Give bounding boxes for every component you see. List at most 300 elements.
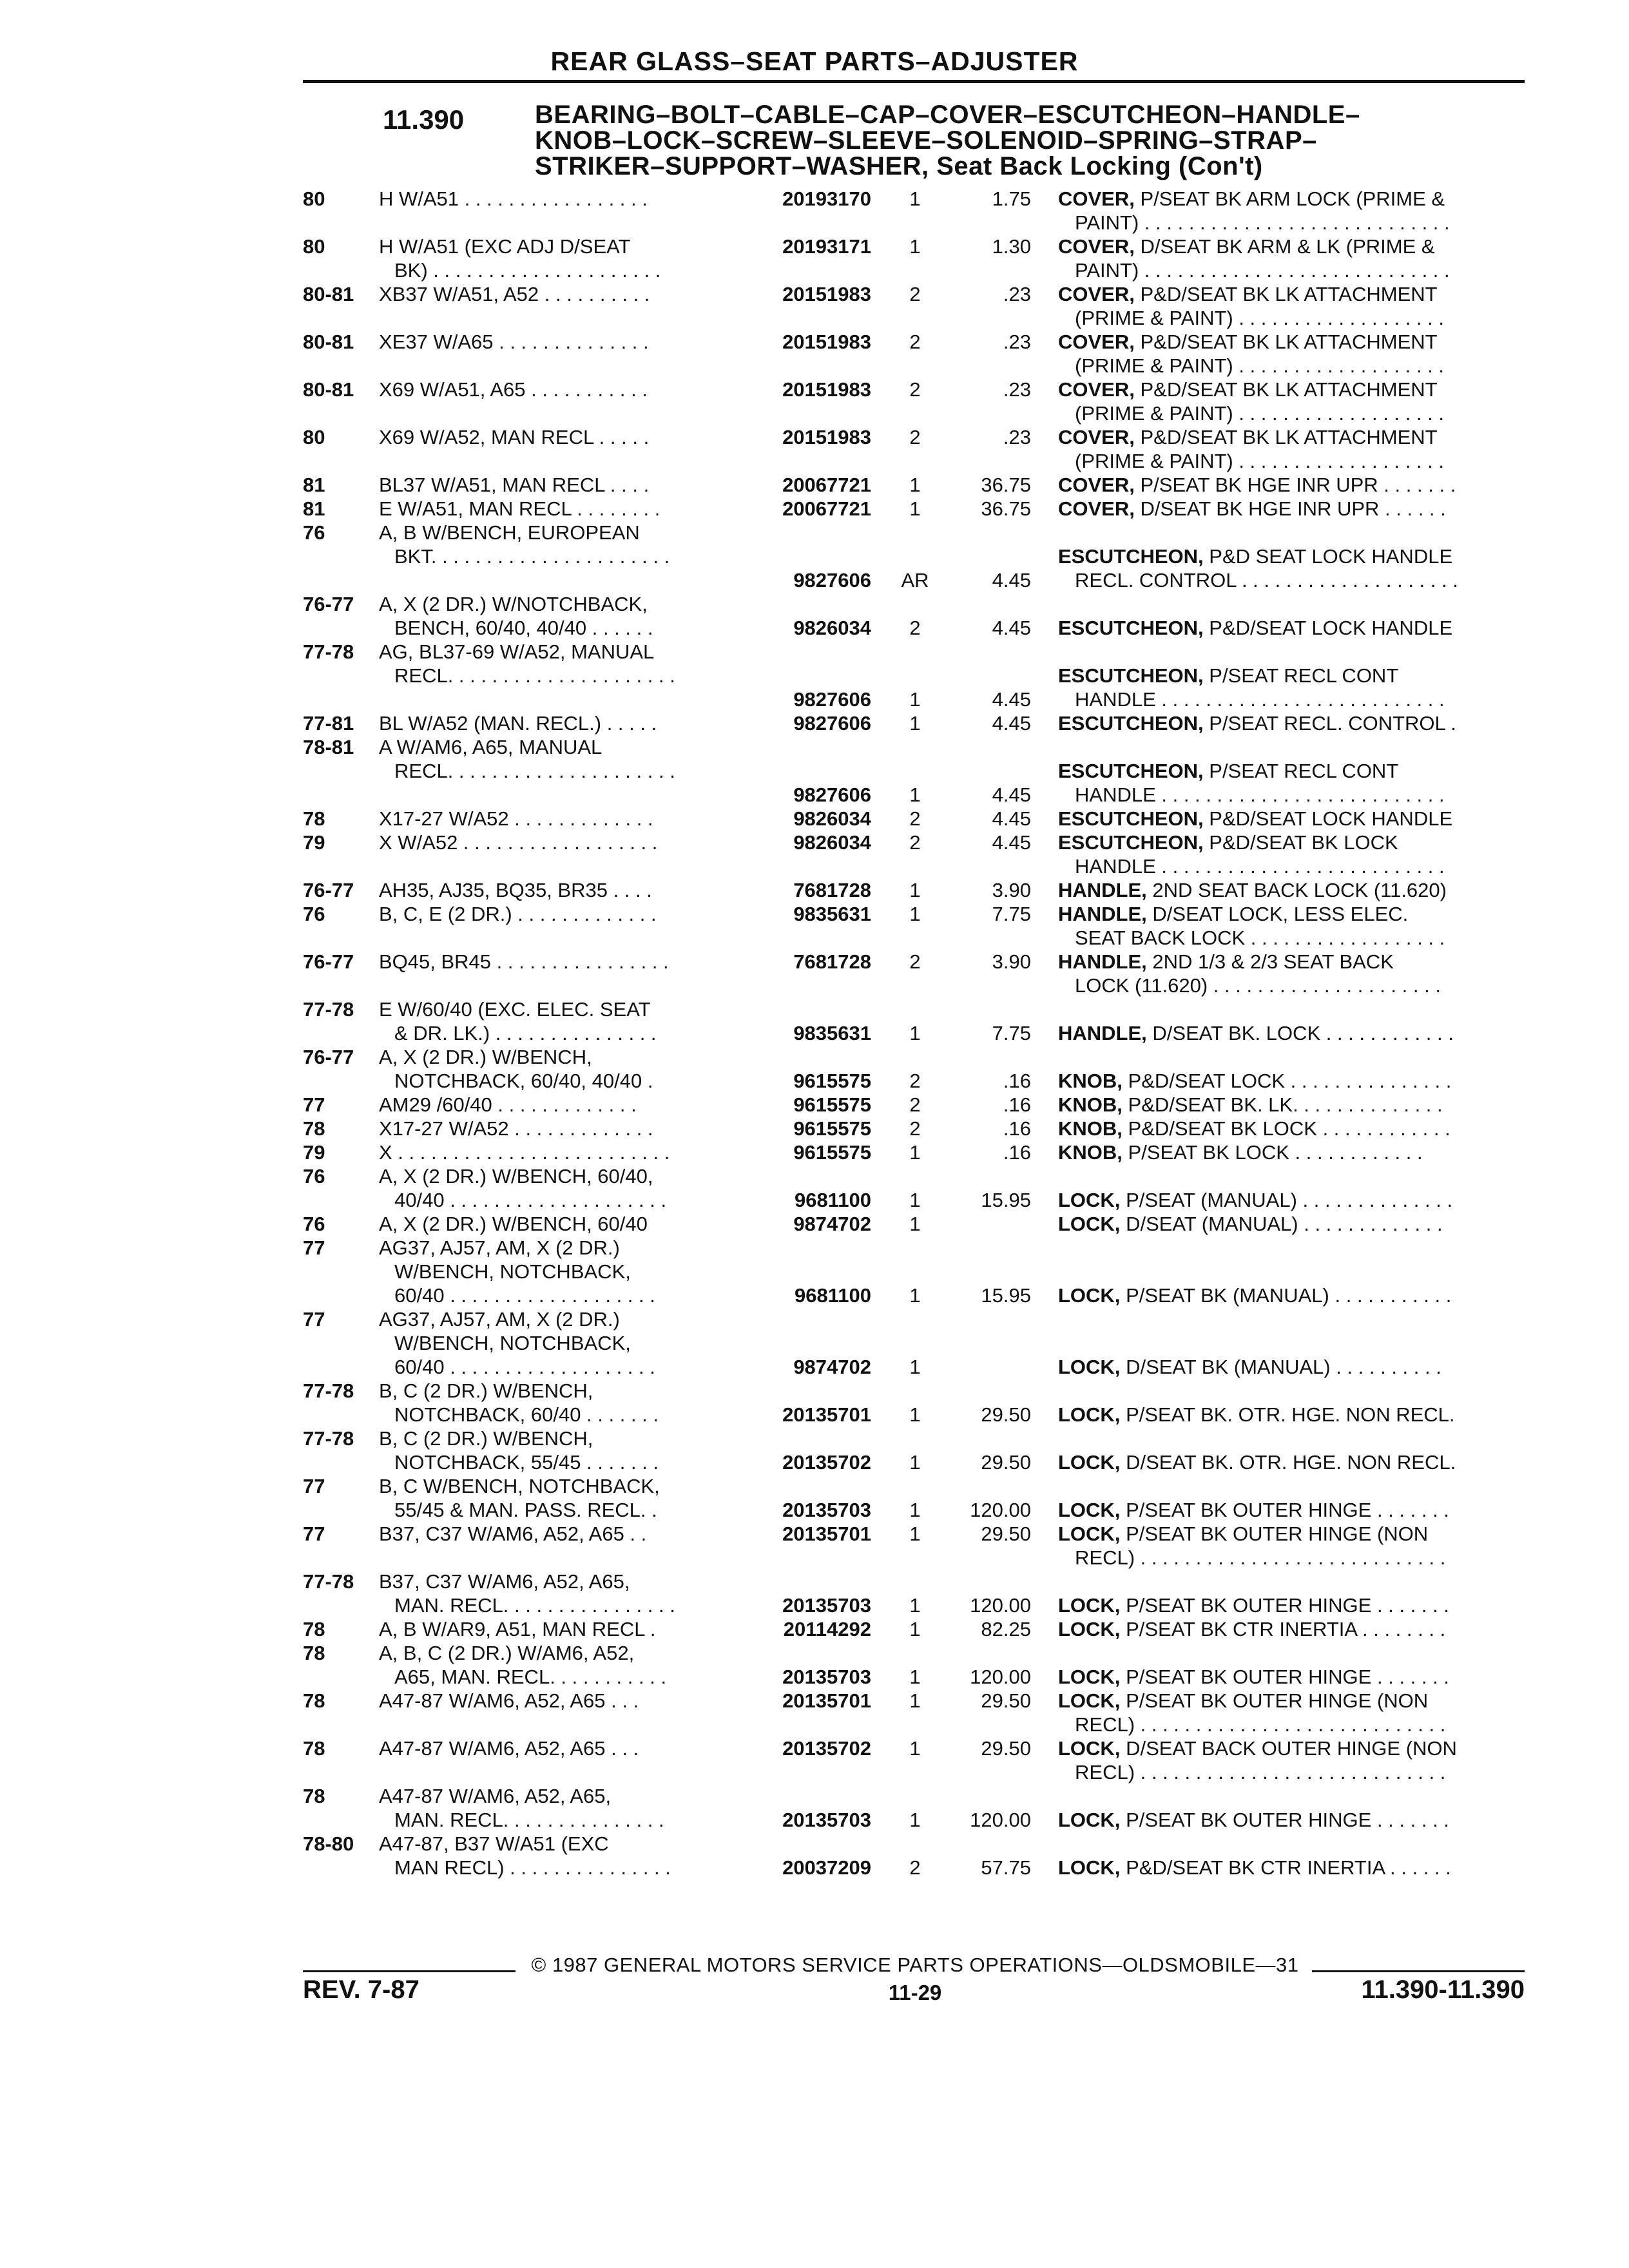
price-value: .23 [1003,378,1031,401]
row-usage [379,235,736,282]
usage-line: B, C (2 DR.) W/BENCH, [379,1427,593,1450]
description [1058,378,1525,425]
part-number-value: 20067721 [782,497,871,520]
usage-line: MAN. RECL. . . . . . . . . . . . . . . [394,1809,664,1831]
part-number [736,1117,883,1140]
row-year: 78 [303,1618,325,1640]
description-line: RECL) . . . . . . . . . . . . . . . . . . . . . . . . . . . . [1075,1546,1446,1569]
part-row [303,282,1525,330]
part-number [736,1140,883,1164]
usage-line: A, X (2 DR.) W/NOTCHBACK, [379,593,648,615]
description-text: D/SEAT BK. OTR. HGE. NON RECL. [1126,1451,1456,1474]
price [947,497,1031,521]
description [1058,902,1525,950]
part-number [736,187,883,235]
part-name: KNOB, [1058,1070,1123,1092]
usage-line: 55/45 & MAN. PASS. RECL. . [394,1499,657,1521]
usage-line: MAN. RECL. . . . . . . . . . . . . . . . [394,1594,675,1617]
description-line [1058,282,1525,306]
quantity [883,187,947,235]
row-usage [379,902,736,950]
price [947,1307,1031,1379]
row-year: 76-77 [303,593,354,615]
row-usage [379,831,736,878]
quantity [883,592,947,640]
description [1058,1212,1525,1236]
quantity [883,831,947,878]
part-number-value: 20135701 [782,1403,871,1426]
price-value: 36.75 [981,474,1031,496]
row-year: 80-81 [303,331,354,353]
quantity [883,1236,947,1307]
part-name: COVER, [1058,187,1135,210]
usage-line: E W/60/40 (EXC. ELEC. SEAT [379,998,651,1021]
row-year: 78 [303,1642,325,1664]
quantity-value: 1 [909,235,921,258]
description [1058,1784,1525,1832]
quantity [883,1093,947,1117]
row-usage [379,1212,736,1236]
description-text: D/SEAT BACK OUTER HINGE (NON [1126,1737,1457,1760]
part-number-value: 9826034 [793,831,871,854]
quantity [883,235,947,282]
quantity-value: 1 [909,688,921,711]
part-number [736,902,883,950]
description-line: HANDLE . . . . . . . . . . . . . . . . . . . . . . . . . . [1075,688,1445,711]
row-year: 76 [303,1165,325,1187]
part-name: LOCK, [1058,1737,1121,1760]
quantity-value: 2 [909,950,921,973]
price-value: 29.50 [981,1523,1031,1545]
row-year: 76 [303,521,325,544]
quantity-value: 2 [909,807,921,830]
row-year: 78 [303,1689,325,1712]
section-title-line: STRIKER–SUPPORT–WASHER, Seat Back Locking (Con't) [535,152,1263,180]
price-value: 29.50 [981,1737,1031,1760]
quantity-value: 2 [909,1070,921,1092]
column-gap [1031,1784,1058,1832]
part-number-value: 20135703 [782,1809,871,1831]
part-name: ESCUTCHEON, [1058,664,1204,687]
quantity-value: 2 [909,283,921,305]
quantity-value: 1 [909,712,921,735]
usage-line: 60/40 . . . . . . . . . . . . . . . . . . . [394,1356,655,1378]
usage-line: W/BENCH, NOTCHBACK, [394,1332,631,1354]
price [947,1427,1031,1474]
part-number [736,997,883,1045]
usage-line: BKT. . . . . . . . . . . . . . . . . . . . . . [394,545,670,568]
row-year: 76-77 [303,879,354,901]
row-usage [379,1641,736,1689]
part-number-value: 20114292 [783,1618,871,1640]
column-gap [1031,1307,1058,1379]
quantity [883,1427,947,1474]
quantity [883,902,947,950]
description [1058,1307,1525,1379]
description-line [1058,544,1525,568]
part-number-value: 20135702 [782,1737,871,1760]
row-usage [379,1164,736,1212]
price [947,711,1031,735]
part-number-value: 20151983 [782,331,871,353]
usage-line: BQ45, BR45 . . . . . . . . . . . . . . . . [379,950,669,973]
usage-line: A47-87 W/AM6, A52, A65, [379,1785,612,1807]
quantity-value: 2 [909,378,921,401]
price-value: 29.50 [981,1451,1031,1474]
row-usage [379,1093,736,1117]
row-usage [379,1379,736,1427]
row-year: 78-81 [303,736,354,758]
footer-rule-right [1312,1970,1525,1972]
column-gap [1031,950,1058,997]
description-text: P&D/SEAT BK. LK. . . . . . . . . . . . . . [1128,1093,1443,1116]
row-year: 77 [303,1475,325,1497]
row-year: 77 [303,1093,325,1116]
part-number [736,282,883,330]
column-gap [1031,282,1058,330]
part-number-value: 9874702 [793,1213,871,1235]
price-value: 4.45 [992,831,1031,854]
usage-line: A, X (2 DR.) W/BENCH, [379,1046,592,1068]
part-name: ESCUTCHEON, [1058,807,1204,830]
part-number-value: 9615575 [793,1117,871,1140]
row-year: 80-81 [303,378,354,401]
price-value: .23 [1003,331,1031,353]
row-year: 77-78 [303,640,354,663]
description-line: LOCK (11.620) . . . . . . . . . . . . . . . . . . . . . [1075,974,1441,997]
quantity [883,378,947,425]
price [947,282,1031,330]
quantity [883,807,947,831]
usage-line: B, C W/BENCH, NOTCHBACK, [379,1475,660,1497]
row-year: 77-78 [303,998,354,1021]
copyright-notice: © 1987 GENERAL MOTORS SERVICE PARTS OPERATIONS—OLDSMOBILE—31 [531,1954,1299,1976]
part-number [736,735,883,807]
description-text: D/SEAT LOCK, LESS ELEC. [1152,903,1409,925]
part-name: LOCK, [1058,1403,1121,1426]
quantity [883,1212,947,1236]
description [1058,1736,1525,1784]
section-title-line: KNOB–LOCK–SCREW–SLEEVE–SOLENOID–SPRING–STRAP– [535,126,1317,155]
column-gap [1031,1045,1058,1093]
quantity [883,425,947,473]
price-value: .16 [1003,1070,1031,1092]
section-number: 11.390 [383,104,465,135]
column-gap [1031,1641,1058,1689]
description-line [1058,1856,1525,1879]
column-gap [1031,425,1058,473]
part-row [303,1140,1525,1164]
row-year: 77-78 [303,1570,354,1593]
usage-line: A, B W/AR9, A51, MAN RECL . [379,1618,656,1640]
description-text: P/SEAT BK OUTER HINGE (NON [1126,1523,1429,1545]
row-year: 78 [303,1737,325,1760]
price [947,425,1031,473]
row-year: 76-77 [303,1046,354,1068]
usage-line: X69 W/A52, MAN RECL . . . . . [379,426,650,448]
part-name: ESCUTCHEON, [1058,617,1204,639]
row-year: 77-78 [303,1427,354,1450]
part-number [736,831,883,878]
row-usage [379,711,736,735]
price [947,1570,1031,1617]
usage-line: 40/40 . . . . . . . . . . . . . . . . . . . . [394,1189,667,1211]
part-name: COVER, [1058,378,1135,401]
part-row [303,1689,1525,1736]
price-value: 120.00 [970,1666,1031,1688]
usage-line: RECL. . . . . . . . . . . . . . . . . . . . . [394,760,675,782]
usage-line: A, X (2 DR.) W/BENCH, 60/40, [379,1165,653,1187]
price [947,902,1031,950]
quantity [883,1379,947,1427]
part-name: LOCK, [1058,1856,1121,1879]
usage-line: B, C, E (2 DR.) . . . . . . . . . . . . . [379,903,657,925]
quantity-value: AR [901,569,929,591]
part-number [736,1570,883,1617]
part-name: HANDLE, [1058,1022,1147,1044]
footer-rule-left [303,1970,516,1972]
part-name: COVER, [1058,235,1135,258]
part-row [303,1093,1525,1117]
part-number [736,1784,883,1832]
quantity-value: 1 [909,1022,921,1044]
usage-line: BENCH, 60/40, 40/40 . . . . . . [394,617,653,639]
price-value: 4.45 [992,688,1031,711]
part-number [736,521,883,592]
part-name: LOCK, [1058,1594,1121,1617]
usage-line: AG, BL37-69 W/A52, MANUAL [379,640,655,663]
row-usage [379,521,736,592]
quantity [883,1117,947,1140]
part-name: ESCUTCHEON, [1058,831,1204,854]
price [947,1689,1031,1736]
description [1058,878,1525,902]
description [1058,1689,1525,1736]
usage-line: A47-87 W/AM6, A52, A65 . . . [379,1689,639,1712]
price-value: 120.00 [970,1594,1031,1617]
part-number [736,1617,883,1641]
description-text: P/SEAT RECL. CONTROL . [1209,712,1456,735]
description-line [1058,902,1525,926]
price-value: 3.90 [992,879,1031,901]
part-row [303,831,1525,878]
quantity-value: 2 [909,831,921,854]
description-text: D/SEAT BK ARM & LK (PRIME & [1140,235,1435,258]
column-gap [1031,1427,1058,1474]
quantity [883,735,947,807]
price [947,1093,1031,1117]
description-line: RECL. CONTROL . . . . . . . . . . . . . . . . . . . . [1075,569,1458,591]
price [947,1212,1031,1236]
part-name: KNOB, [1058,1141,1123,1164]
page-number: 11-29 [888,1981,942,2004]
price [947,378,1031,425]
description [1058,1236,1525,1307]
usage-line: A, X (2 DR.) W/BENCH, 60/40 [379,1213,648,1235]
row-usage [379,1474,736,1522]
description [1058,1570,1525,1617]
usage-line: X17-27 W/A52 . . . . . . . . . . . . . [379,807,653,830]
section-range: 11.390-11.390 [1361,1975,1525,2004]
part-number-value: 7681728 [793,950,871,973]
quantity [883,1784,947,1832]
description-line [1058,664,1525,687]
description-text: P&D/SEAT BK LOCK [1209,831,1398,854]
row-usage [379,997,736,1045]
quantity-value: 2 [909,1856,921,1879]
description-text: P&D SEAT LOCK HANDLE [1209,545,1453,568]
description-line: PAINT) . . . . . . . . . . . . . . . . . . . . . . . . . . . . [1075,211,1450,234]
usage-line: E W/A51, MAN RECL . . . . . . . . [379,497,660,520]
part-row [303,473,1525,497]
part-name: HANDLE, [1058,903,1147,925]
price-value: 57.75 [981,1856,1031,1879]
usage-line: A W/AM6, A65, MANUAL [379,736,602,758]
part-name: LOCK, [1058,1618,1121,1640]
usage-line: B37, C37 W/AM6, A52, A65, [379,1570,630,1593]
row-usage [379,1736,736,1784]
part-row [303,425,1525,473]
quantity [883,950,947,997]
part-number-value: 9827606 [793,569,871,591]
part-row [303,497,1525,521]
row-usage [379,640,736,711]
description-text: P/SEAT BK OUTER HINGE . . . . . . . [1126,1666,1449,1688]
price [947,1617,1031,1641]
column-gap [1031,330,1058,378]
row-year: 76-77 [303,950,354,973]
description-text: D/SEAT BK HGE INR UPR . . . . . . [1140,497,1446,520]
part-row [303,640,1525,711]
description-line [1058,759,1525,783]
price [947,473,1031,497]
description [1058,735,1525,807]
price-value: 4.45 [992,783,1031,806]
row-usage [379,735,736,807]
part-name: COVER, [1058,426,1135,448]
part-number [736,711,883,735]
description-line [1058,330,1525,354]
part-row [303,1379,1525,1427]
row-usage [379,1307,736,1379]
description-text: P/SEAT BK OUTER HINGE . . . . . . . [1126,1809,1449,1831]
column-gap [1031,592,1058,640]
usage-line: W/BENCH, NOTCHBACK, [394,1260,631,1283]
part-name: HANDLE, [1058,879,1147,901]
description-line [1058,950,1525,974]
description-line: HANDLE . . . . . . . . . . . . . . . . . . . . . . . . . . [1075,783,1445,806]
part-number [736,1832,883,1879]
usage-line: XE37 W/A65 . . . . . . . . . . . . . . [379,331,649,353]
row-year: 77 [303,1308,325,1331]
usage-line: NOTCHBACK, 60/40 . . . . . . . [394,1403,659,1426]
row-year: 80 [303,235,325,258]
part-name: HANDLE, [1058,950,1147,973]
column-gap [1031,378,1058,425]
description [1058,640,1525,711]
part-number-value: 20193170 [782,187,871,210]
description-text: P&D/SEAT BK LK ATTACHMENT [1140,378,1438,401]
price [947,878,1031,902]
price [947,187,1031,235]
price-value: 36.75 [981,497,1031,520]
usage-line: BL W/A52 (MAN. RECL.) . . . . . [379,712,657,735]
row-usage [379,1689,736,1736]
column-gap [1031,235,1058,282]
description-line [1058,473,1525,497]
column-gap [1031,473,1058,497]
usage-line: BL37 W/A51, MAN RECL . . . . [379,474,650,496]
part-number [736,1164,883,1212]
part-row [303,997,1525,1045]
quantity [883,1307,947,1379]
description-line [1058,1212,1525,1236]
description-text: P/SEAT BK HGE INR UPR . . . . . . . [1140,474,1456,496]
column-gap [1031,1140,1058,1164]
part-number-value: 20135701 [782,1689,871,1712]
description [1058,1522,1525,1570]
description [1058,473,1525,497]
part-name: COVER, [1058,474,1135,496]
quantity-value: 1 [909,1189,921,1211]
row-usage [379,1617,736,1641]
part-name: COVER, [1058,497,1135,520]
price [947,1832,1031,1879]
part-number [736,425,883,473]
usage-line: XB37 W/A51, A52 . . . . . . . . . . [379,283,650,305]
price [947,735,1031,807]
row-year: 81 [303,474,325,496]
part-name: LOCK, [1058,1189,1121,1211]
quantity [883,1617,947,1641]
quantity-value: 1 [909,1737,921,1760]
row-year: 80 [303,187,325,210]
part-row [303,902,1525,950]
column-gap [1031,1832,1058,1879]
description-line: (PRIME & PAINT) . . . . . . . . . . . . . . . . . . . [1075,450,1445,472]
description-text: D/SEAT BK (MANUAL) . . . . . . . . . . [1126,1356,1441,1378]
column-gap [1031,521,1058,592]
part-number [736,592,883,640]
column-gap [1031,735,1058,807]
description [1058,1045,1525,1093]
part-name: ESCUTCHEON, [1058,760,1204,782]
parts-table [303,187,1525,1879]
row-year: 79 [303,831,325,854]
description-line [1058,1403,1525,1427]
column-gap [1031,711,1058,735]
part-row [303,1784,1525,1832]
usage-line: X69 W/A51, A65 . . . . . . . . . . . [379,378,648,401]
price-value: .16 [1003,1141,1031,1164]
part-row [303,378,1525,425]
description-line [1058,1808,1525,1832]
description [1058,282,1525,330]
price-value: 4.45 [992,807,1031,830]
description-line: (PRIME & PAINT) . . . . . . . . . . . . . . . . . . . [1075,307,1445,329]
quantity-value: 1 [909,474,921,496]
quantity-value: 1 [909,1213,921,1235]
part-number-value: 9826034 [793,617,871,639]
description [1058,831,1525,878]
usage-line: A, B, C (2 DR.) W/AM6, A52, [379,1642,635,1664]
quantity [883,1474,947,1522]
column-gap [1031,807,1058,831]
parts-table-body [303,187,1525,1879]
quantity [883,1522,947,1570]
quantity-value: 1 [909,1618,921,1640]
usage-line: X17-27 W/A52 . . . . . . . . . . . . . [379,1117,653,1140]
